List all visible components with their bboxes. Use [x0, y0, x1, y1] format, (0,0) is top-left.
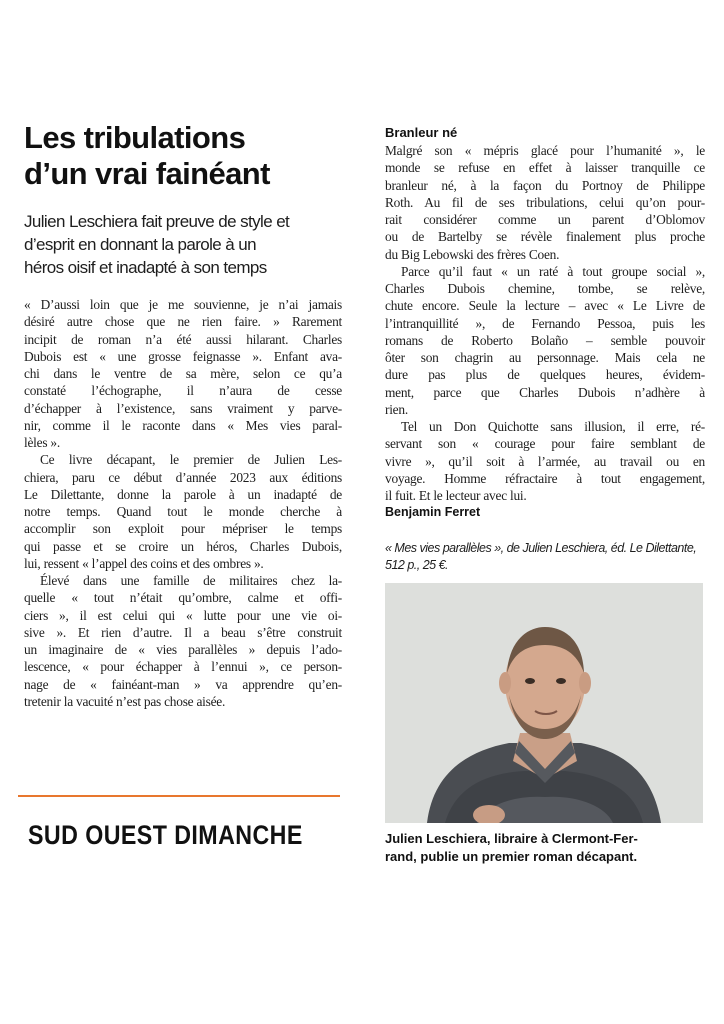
text-line: ou de Bartelby se révèle finalement plus proche	[385, 229, 705, 245]
text-line: Roth. Au fil de ses tribulations, celui qu’on pour-	[385, 194, 705, 210]
text-line: nage de « fainéant-man » va apprendre qu’en-	[24, 676, 342, 692]
text-line: sive ». Et rien d’autre. Il a beau s’être construit	[24, 624, 342, 640]
text-line: il fuit. Et le lecteur avec lui.	[385, 488, 527, 503]
text-line: Ce livre décapant, le premier de Julien Les-	[40, 452, 342, 468]
text-line: lescence, « pour échapper à l’ennui », ce person-	[24, 659, 342, 675]
text-line: désiré autre chose que ne rien faire. » Rarement	[24, 314, 342, 330]
author-portrait-illustration	[385, 583, 703, 823]
text-line: « D’aussi loin que je me souvienne, je n’ai jamais	[24, 297, 342, 312]
text-line: romans de Roberto Bolaño – semble pouvoir	[385, 332, 705, 348]
text-line: rien.	[385, 401, 408, 417]
book-reference-line: « Mes vies parallèles », de Julien Leschiera, éd. Le Dilettante,	[385, 541, 697, 555]
text-line: tretenir la vacuité n’est pas chose aisée.	[24, 693, 226, 709]
text-line: Dubois est « une grosse feignasse ». Enfant ava-	[24, 348, 342, 364]
text-line: dure pas plus de quelques heures, évidem-	[385, 367, 705, 383]
text-line: chi dans le ventre de sa mère, selon ce qu’a	[24, 366, 342, 381]
text-line: chute encore. Seule la lecture – avec « Le Livre de	[385, 298, 705, 314]
text-line: du Big Lebowski des frères Coen.	[385, 246, 560, 262]
text-line: constaté l’échographe, il n’aura de cesse	[24, 383, 342, 399]
text-line: notre temps. Quand tout le monde cherche à	[24, 504, 342, 519]
author-photo	[385, 583, 703, 823]
article-standfirst	[24, 210, 350, 279]
caption-line: Julien Leschiera, libraire à Clermont-Fer-	[385, 831, 638, 846]
text-line: nir, comme il le raconte dans « Mes vies paral-	[24, 417, 342, 433]
text-line: accomplir son exploit pour mépriser le temps	[24, 521, 342, 537]
text-line: branleur né, à la façon du Portnoy de Philippe	[385, 177, 705, 193]
standfirst-line: Julien Leschiera fait preuve de style et	[24, 212, 290, 231]
text-line: Malgré son « mépris glacé pour l’humanité », le	[385, 143, 705, 158]
caption-line: rand, publie un premier roman décapant.	[385, 849, 638, 864]
headline-line: Les tribulations	[24, 120, 246, 155]
right-column	[385, 124, 705, 521]
standfirst-line: d’esprit en donnant la parole à un	[24, 235, 256, 254]
text-line: servant son « courage pour faire semblant de	[385, 436, 705, 452]
left-column	[24, 296, 342, 710]
text-line: quelle « tout n’était qu’ombre, calme et offi-	[24, 590, 342, 606]
book-reference	[385, 540, 705, 574]
text-line: Le Dilettante, donne la parole à un inadapté de	[24, 486, 342, 502]
body-paragraph	[385, 418, 705, 504]
text-line: l’intranquillité », de Fernando Pessoa, puis les	[385, 315, 705, 331]
text-line: monde se refuse en effet à laisser tranquille ce	[385, 160, 705, 176]
text-line: qui passe et se croire un héros, Charles Dubois,	[24, 538, 342, 554]
newspaper-masthead: SUD OUEST DIMANCHE	[28, 820, 303, 850]
text-line: Charles Dubois chemine, tombe, se relève,	[385, 281, 705, 296]
headline-line: d’un vrai fainéant	[24, 156, 270, 191]
text-line: un imaginaire de « vies parallèles » depuis l’ado-	[24, 642, 342, 657]
standfirst-line: héros oisif et inadapté à son temps	[24, 258, 267, 277]
text-line: lui, ressent « l’appel des coins et des ombres ».	[24, 555, 264, 571]
body-paragraph	[24, 296, 342, 451]
orange-divider	[18, 795, 340, 797]
author-byline: Benjamin Ferret	[385, 505, 481, 520]
text-line: chiera, paru ce début d’année 2023 aux éditions	[24, 469, 342, 485]
body-paragraph	[385, 263, 705, 418]
body-paragraph	[24, 572, 342, 710]
text-line: ciers », il est celui qui « lutte pour une vie oi-	[24, 607, 342, 623]
text-line: incipit de roman n’a été aussi hilarant. Charles	[24, 331, 342, 347]
text-line: ôter son chagrin au personnage. Mais cela ne	[385, 350, 705, 365]
text-line: voyage. Homme réfractaire à tout engagement,	[385, 470, 705, 486]
section-subhead: Branleur né	[385, 125, 458, 140]
text-line: Élevé dans une famille de militaires chez la-	[40, 573, 342, 588]
text-line: rait considérer comme un parent d’Oblomov	[385, 212, 705, 227]
text-line: Tel un Don Quichotte sans illusion, il erre, ré-	[401, 419, 705, 434]
text-line: d’échapper à l’existence, sans vraiment y parve-	[24, 400, 342, 416]
text-line: vivre », qu’il soit à l’armée, au travail ou en	[385, 453, 705, 469]
photo-caption	[385, 830, 705, 866]
text-line: Parce qu’il faut « un raté à tout groupe social »,	[401, 263, 705, 279]
body-paragraph	[24, 451, 342, 572]
body-paragraph	[385, 142, 705, 263]
text-line: lèles ».	[24, 435, 60, 450]
article-headline	[24, 120, 344, 192]
book-reference-line: 512 p., 25 €.	[385, 558, 449, 572]
text-line: ment, parce que Charles Dubois n’adhère à	[385, 384, 705, 400]
